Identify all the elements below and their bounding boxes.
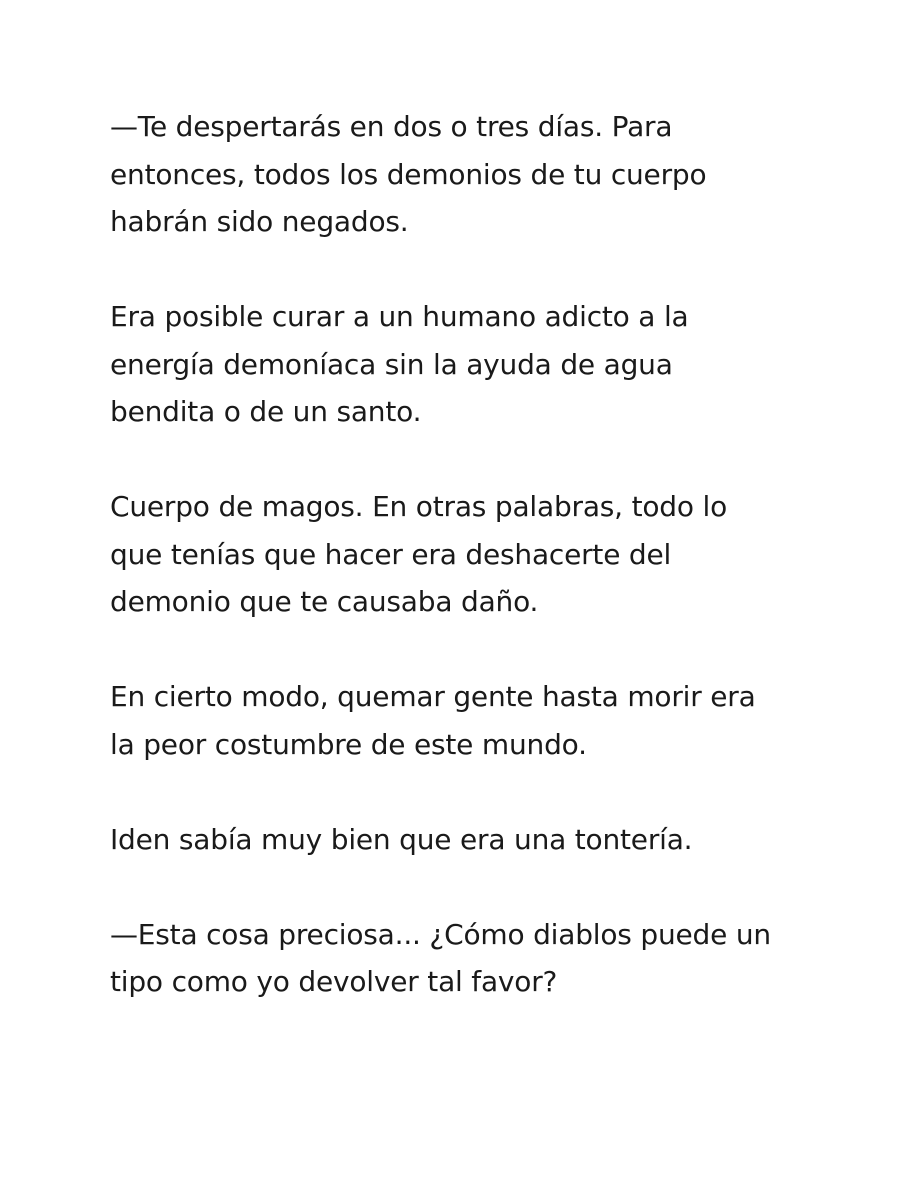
document-body [110, 103, 810, 1053]
paragraph-line: energía demoníaca sin la ayuda de agua [110, 347, 673, 381]
paragraph-line: entonces, todos los demonios de tu cuerpo [110, 157, 707, 191]
paragraph-line: habrán sido negados. [110, 205, 409, 238]
paragraph-line: la peor costumbre de este mundo. [110, 727, 587, 761]
paragraph-line: Iden sabía muy bien que era una tontería. [110, 822, 693, 856]
paragraph-3 [110, 483, 810, 626]
paragraph-6 [110, 911, 810, 1006]
paragraph-line: Cuerpo de magos. En otras palabras, todo lo [110, 490, 727, 523]
paragraph-line: Era posible curar a un humano adicto a la [110, 300, 689, 333]
paragraph-line: bendita o de un santo. [110, 395, 422, 428]
paragraph-line: En cierto modo, quemar gente hasta morir era [110, 680, 756, 713]
paragraph-5 [110, 816, 810, 864]
paragraph-1 [110, 103, 810, 246]
paragraph-line: —Te despertarás en dos o tres días. Para [110, 110, 673, 143]
paragraph-line: que tenías que hacer era deshacerte del [110, 537, 672, 571]
paragraph-2 [110, 293, 810, 436]
paragraph-line: demonio que te causaba daño. [110, 585, 539, 618]
paragraph-line: —Esta cosa preciosa... ¿Cómo diablos puede un [110, 917, 771, 951]
paragraph-line: tipo como yo devolver tal favor? [110, 965, 558, 998]
paragraph-4 [110, 673, 810, 768]
